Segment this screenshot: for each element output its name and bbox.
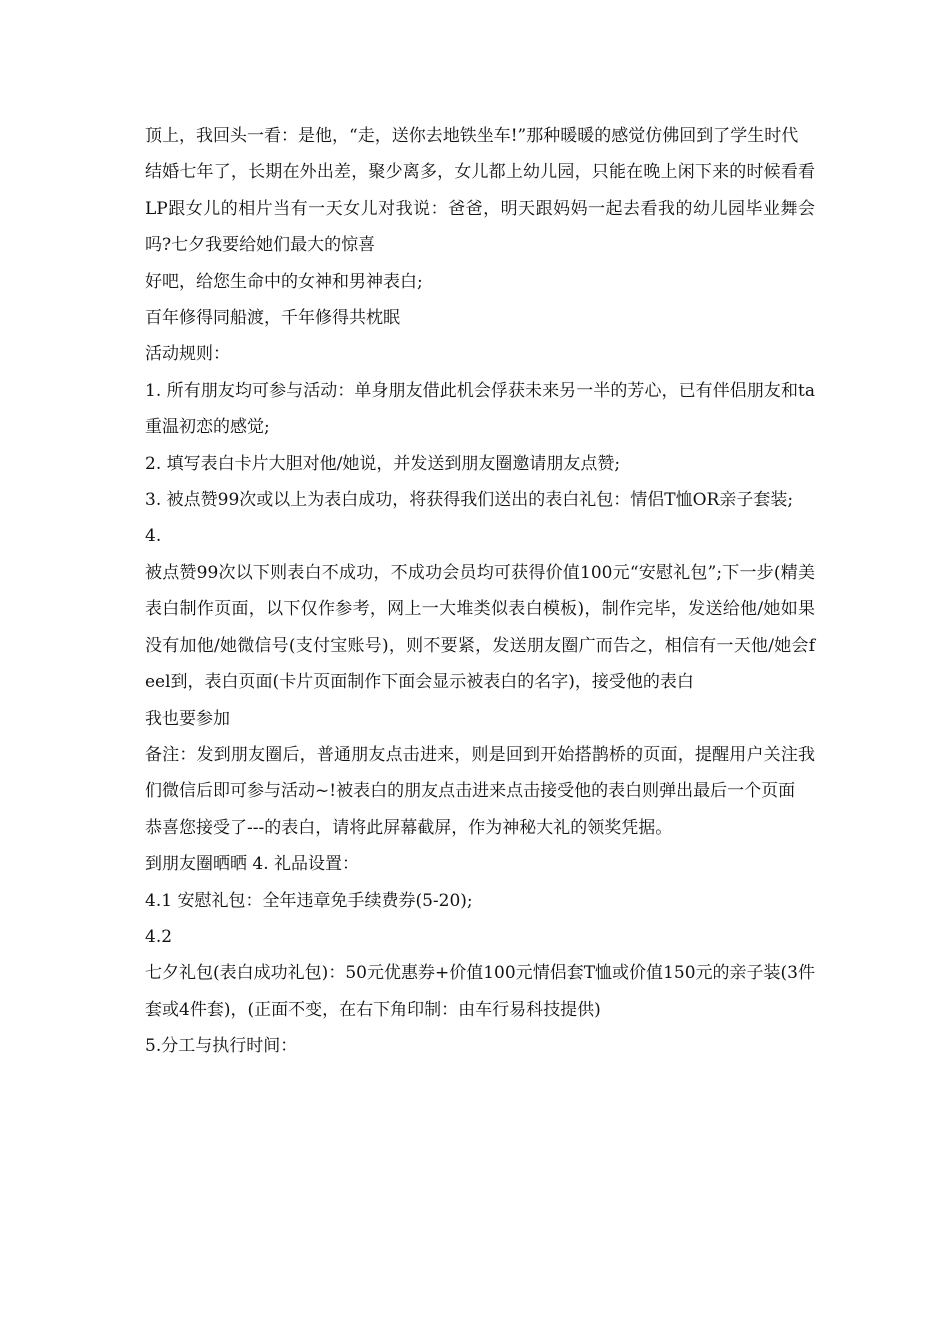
- paragraph-congrats: 恭喜您接受了---的表白，请将此屏幕截屏，作为神秘大礼的领奖凭据。: [145, 817, 673, 838]
- rule-item-3: 3. 被点赞99次或以上为表白成功，将获得我们送出的表白礼包：情侣T恤OR亲子套装;: [145, 490, 794, 511]
- gift-item-4-1: 4.1 安慰礼包：全年违章免手续费券(5-20);: [145, 890, 473, 911]
- rule-item-4-text: 被点赞99次以下则表白不成功，不成功会员均可获得价值100元“安慰礼包”;下一步(精美表白制作页面，以下仅作参考，网上一大堆类似表白模板)，制作完毕，发送给他/她如果没有加他/她微信号(支付宝账号)，则不要紧，发送朋友圈广而告之，相信有一天他/她会feel到，表白页面(卡片页面制作下面会显示被表白的名字)，接受他的表白: [145, 562, 815, 693]
- paragraph-story-intro: 顶上，我回头一看：是他，“走，送你去地铁坐车!”那种暖暖的感觉仿佛回到了学生时代: [145, 126, 799, 146]
- document-body: [145, 118, 815, 1065]
- paragraph-remark: 备注：发到朋友圈后，普通朋友点击进来，则是回到开始搭鹊桥的页面，提醒用户关注我们微信后即可参与活动~!被表白的朋友点击进来点击接受他的表白则弹出最后一个页面: [145, 744, 815, 802]
- rule-item-2: 2. 填写表白卡片大胆对他/她说，并发送到朋友圈邀请朋友点赞;: [145, 453, 621, 474]
- rule-item-4-number: 4.: [145, 526, 162, 547]
- heading-gift-settings: 到朋友圈晒晒 4. 礼品设置：: [145, 854, 360, 875]
- gift-item-4-2-number: 4.2: [145, 926, 173, 947]
- heading-activity-rules: 活动规则：: [145, 344, 230, 365]
- paragraph-confession-invite: 好吧，给您生命中的女神和男神表白;: [145, 271, 423, 292]
- heading-division-schedule: 5.分工与执行时间：: [145, 1036, 298, 1057]
- rule-item-1: 1. 所有朋友均可参与活动：单身朋友借此机会俘获未来另一半的芳心，已有伴侣朋友和ta重温初恋的感觉;: [145, 380, 815, 438]
- gift-item-4-2-text: 七夕礼包(表白成功礼包)：50元优惠券+价值100元情侣套T恤或价值150元的亲子装(3件套或4件套)，(正面不变，在右下角印制：由车行易科技提供): [145, 963, 815, 1020]
- paragraph-story-marriage: 结婚七年了，长期在外出差，聚少离多，女儿都上幼儿园，只能在晚上闲下来的时候看看LP跟女儿的相片当有一天女儿对我说：爸爸，明天跟妈妈一起去看我的幼儿园毕业舞会吗?七夕我要给她们最大的惊喜: [145, 162, 815, 256]
- paragraph-proverb: 百年修得同船渡，千年修得共枕眠: [145, 308, 400, 329]
- join-line: 我也要参加: [145, 708, 230, 729]
